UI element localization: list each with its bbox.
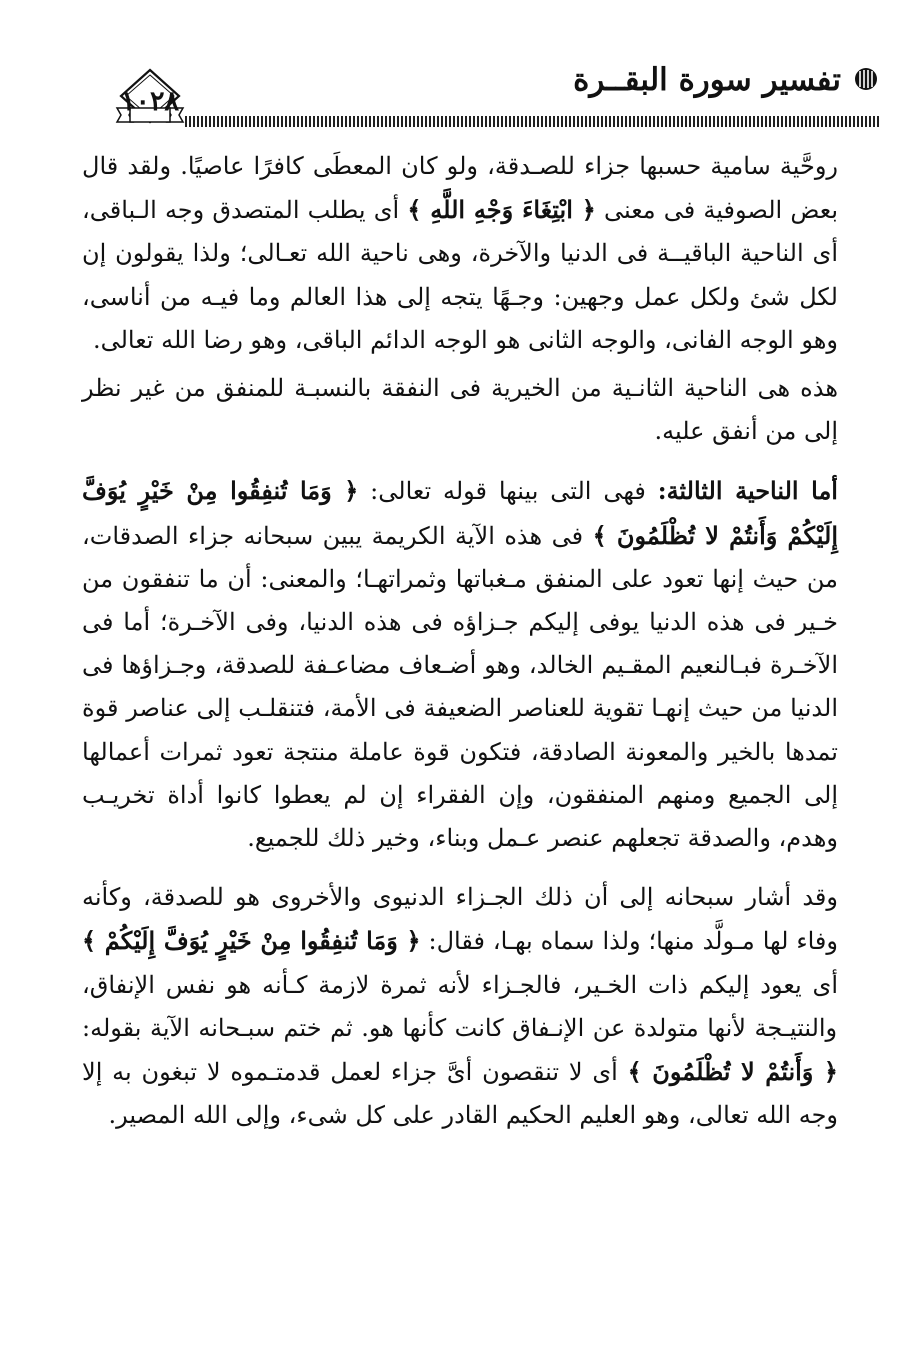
quran-quote: ﴿ ابْتِغَاءَ وَجْهِ اللَّهِ ﴾ bbox=[407, 195, 596, 225]
text-run: فى هذه الآية الكريمة يبين سبحانه جزاء الصدقات، من حيث إنها تعود على المنفق مـغباتها وثمراتهـا؛ والمعنى: أن ما تنفقون من خـير فى هذه الدنيا يوفى إليكم جـزاؤه فى هذه الدنيا، وفى الآخـرة؛ أما فى الآخـرة فبـالنعيم المقـيم الخالد، وهو أضـعاف مضاعـفة للصدقة، وجـزاؤها فى الدنيا من حيث إنهـا تقوية للعناصر الضعيفة فى الأمة، فتنقلـب إلى عناصر قوة تمدها بالخير والمعونة الصادقة، فتكون قوة عاملة منتجة تعود ثمرات أعمالها إلى الجميع ومنهم المنفقون، وإن الفقراء إن لم يعطوا كانوا أداة تخريـب وهدم، والصدقة تجعلهم عنصر عـمل وبناء، وخير ذلك للجميع. bbox=[82, 521, 839, 853]
text-run: أى يعود إليكم ذات الخـير، فالجـزاء لأنه ثمرة لازمة كـأنه هو نفس الإنفاق، والنتيـجة لأنها متولدة عن الإنـفاق كانت كأنها هو. ثم ختم سبـحانه الآية بقوله: bbox=[82, 970, 838, 1042]
paragraph bbox=[82, 876, 838, 1137]
text-run: أى لا تنقصون أىَّ جزاء لعمل قدمتـموه لا تبغون به إلا وجه الله تعالى، وهو العليم الحكيم القادر على كل شىء، وإلى الله المصير. bbox=[82, 1058, 838, 1130]
running-title: تفسير سورة البقــرة bbox=[573, 62, 841, 98]
text-run: فهى التى بينها قوله تعالى: bbox=[358, 477, 646, 506]
section-lead: أما الناحية الثالثة: bbox=[657, 476, 838, 506]
text-run: هذه هى الناحية الثانـية من الخيرية فى النفقة بالنسبـة للمنفق من غير نظر إلى من أنفق عليه. bbox=[82, 374, 838, 446]
quran-quote: ﴿ وَأَنتُمْ لا تُظْلَمُونَ ﴾ bbox=[627, 1057, 838, 1087]
page-header bbox=[0, 0, 923, 140]
quran-quote: ﴿ وَمَا تُنفِقُوا مِنْ خَيْرٍ يُوَفَّ إِلَيْكُمْ وَأَنتُمْ لا تُظْلَمُونَ ﴾ bbox=[82, 476, 838, 550]
text-run: أى يطلب المتصدق وجه الـباقى، أى الناحية الباقيــة فى الدنيا والآخرة، وهى ناحية الله تعـالى؛ ولذا يقولون إن لكل شئ ولكل عمل وجهين: وجـهًا يتجه إلى هذا العالم وما فيـه من أناسى، وهو الوجه الفانى، والوجه الثانى هو الوجه الدائم الباقى، وهو رضا الله تعالى. bbox=[82, 196, 838, 354]
quran-quote: ﴿ وَمَا تُنفِقُوا مِنْ خَيْرٍ يُوَفَّ إِلَيْكُمْ ﴾ bbox=[82, 926, 421, 956]
text-run: وقد أشار سبحانه إلى أن ذلك الجـزاء الدنيوى والأخروى هو للصدقة، وكأنه وفاء لها مـولَّد منها؛ ولذا سماه بهـا، فقال: bbox=[82, 883, 838, 956]
paragraph bbox=[82, 367, 838, 453]
paragraph bbox=[82, 145, 838, 362]
paragraph bbox=[82, 469, 838, 860]
header-rule bbox=[185, 116, 881, 127]
text-run: روحَّية سامية حسبها جزاء للصـدقة، ولو كان المعطَى كافرًا عاصيًا. ولقد قال بعض الصوفية فى معنى bbox=[82, 152, 839, 225]
text-body bbox=[82, 145, 838, 1235]
page-number: ١٠٢٨ bbox=[120, 86, 179, 117]
ornament-icon bbox=[853, 66, 879, 92]
